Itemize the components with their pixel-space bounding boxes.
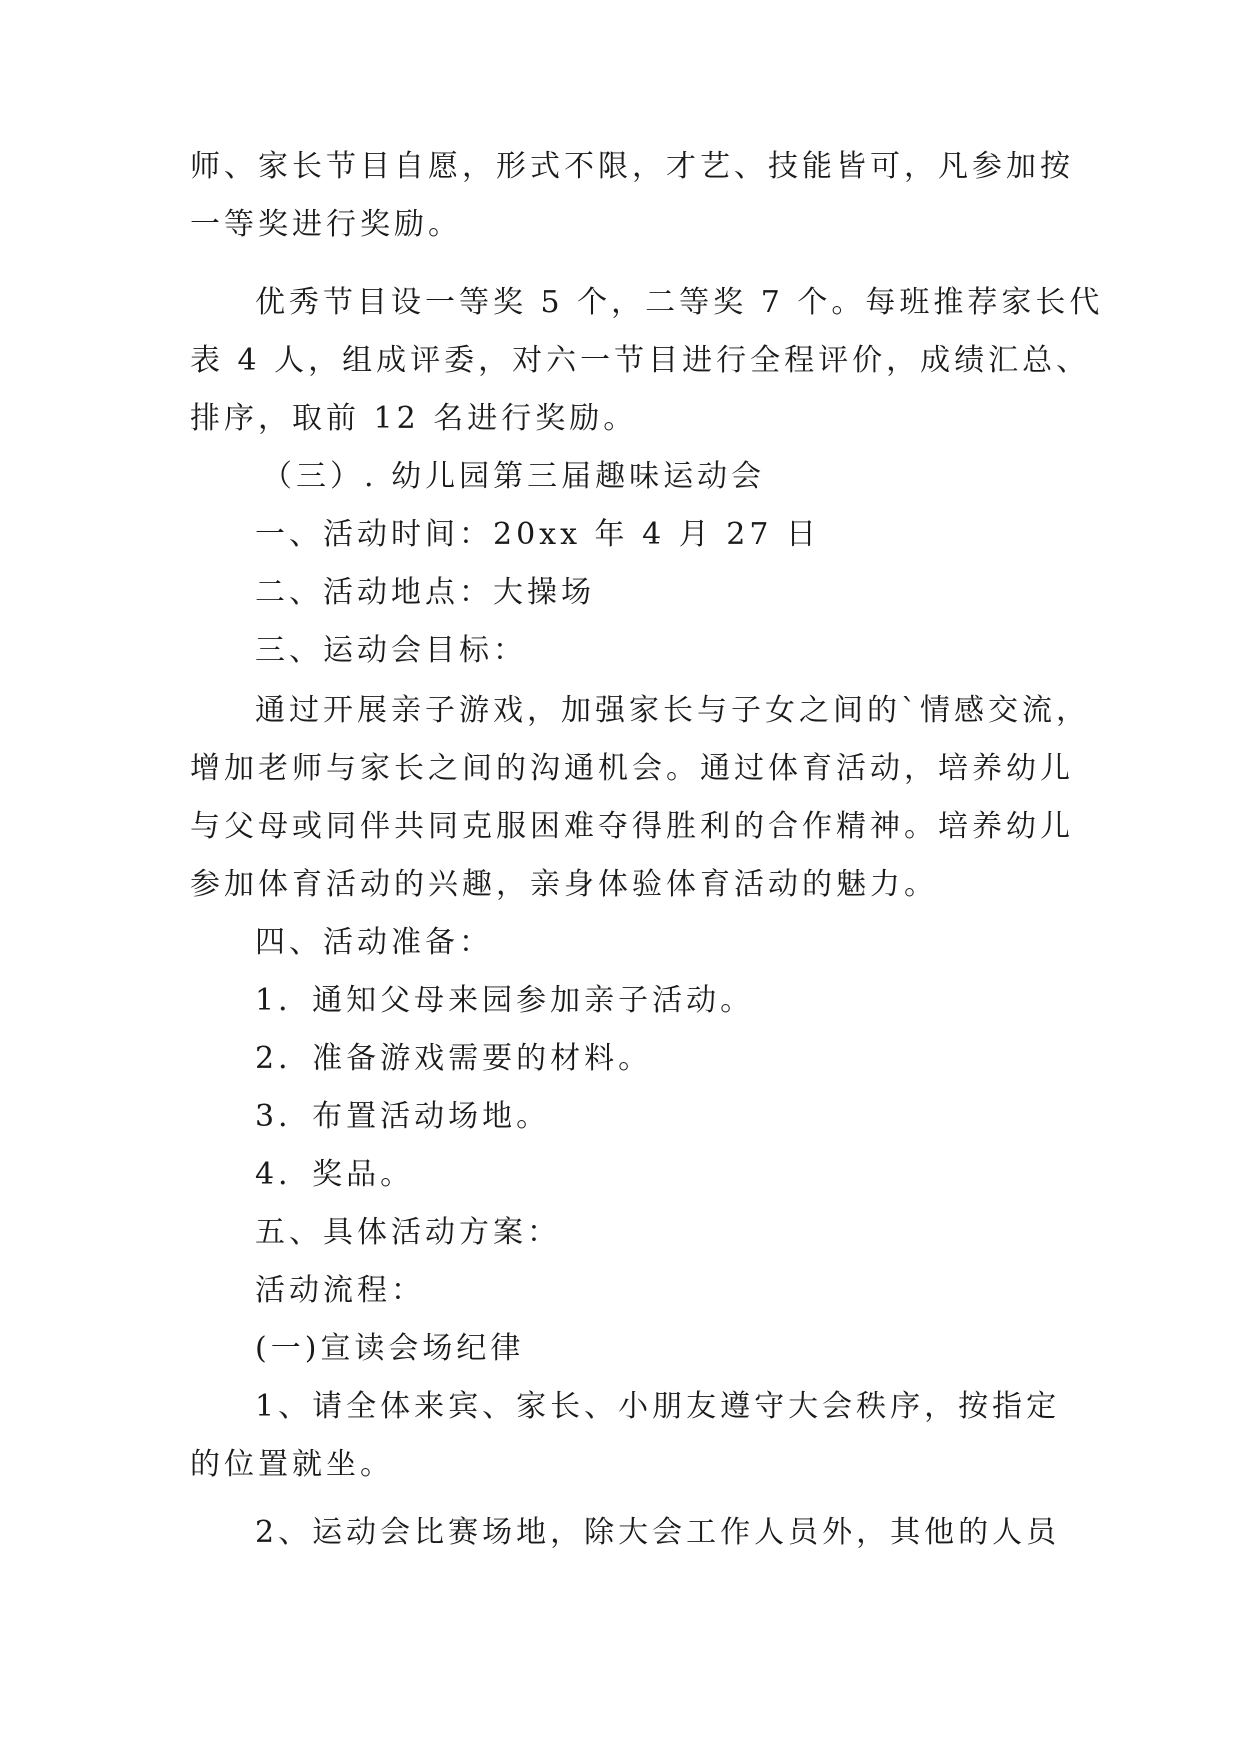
text-line: 参加体育活动的兴趣，亲身体验体育活动的魅力。 [190,867,938,902]
text-line: 与父母或同伴共同克服困难夺得胜利的合作精神。培养幼儿 [190,809,1074,844]
list-item: 3．布置活动场地。 [255,1099,551,1134]
text-line: 增加老师与家长之间的沟通机会。通过体育活动，培养幼儿 [190,751,1074,786]
text-line: 五、具体活动方案： [255,1215,561,1250]
text-line: 三、运动会目标： [255,633,527,668]
list-item: 4．奖品。 [255,1157,415,1192]
text-line: 一、活动时间：20xx 年 4 月 27 日 [255,517,820,552]
list-item: 2、运动会比赛场地，除大会工作人员外，其他的人员 [255,1515,1061,1550]
list-item: 2．准备游戏需要的材料。 [255,1041,653,1076]
section-heading: （三）. 幼儿园第三届趣味运动会 [262,459,766,494]
text-line: 排序，取前 12 名进行奖励。 [190,401,638,436]
text-line: 活动流程： [255,1273,425,1308]
text-line: 四、活动准备： [255,925,493,960]
list-item: 1．通知父母来园参加亲子活动。 [255,983,755,1018]
text-line: 优秀节目设一等奖 5 个，二等奖 7 个。每班推荐家长代 [255,285,1104,320]
text-line: (一)宣读会场纪律 [255,1331,525,1366]
text-line: 的位置就坐。 [190,1447,394,1482]
text-line: 表 4 人，组成评委，对六一节目进行全程评价，成绩汇总、 [190,343,1091,378]
text-line: 一等奖进行奖励。 [190,207,462,242]
text-line: 二、活动地点：大操场 [255,575,595,610]
text-line: 通过开展亲子游戏，加强家长与子女之间的`情感交流， [255,693,1090,728]
text-line: 师、家长节目自愿，形式不限，才艺、技能皆可，凡参加按 [190,149,1074,184]
list-item: 1、请全体来宾、家长、小朋友遵守大会秩序，按指定 [255,1389,1061,1424]
